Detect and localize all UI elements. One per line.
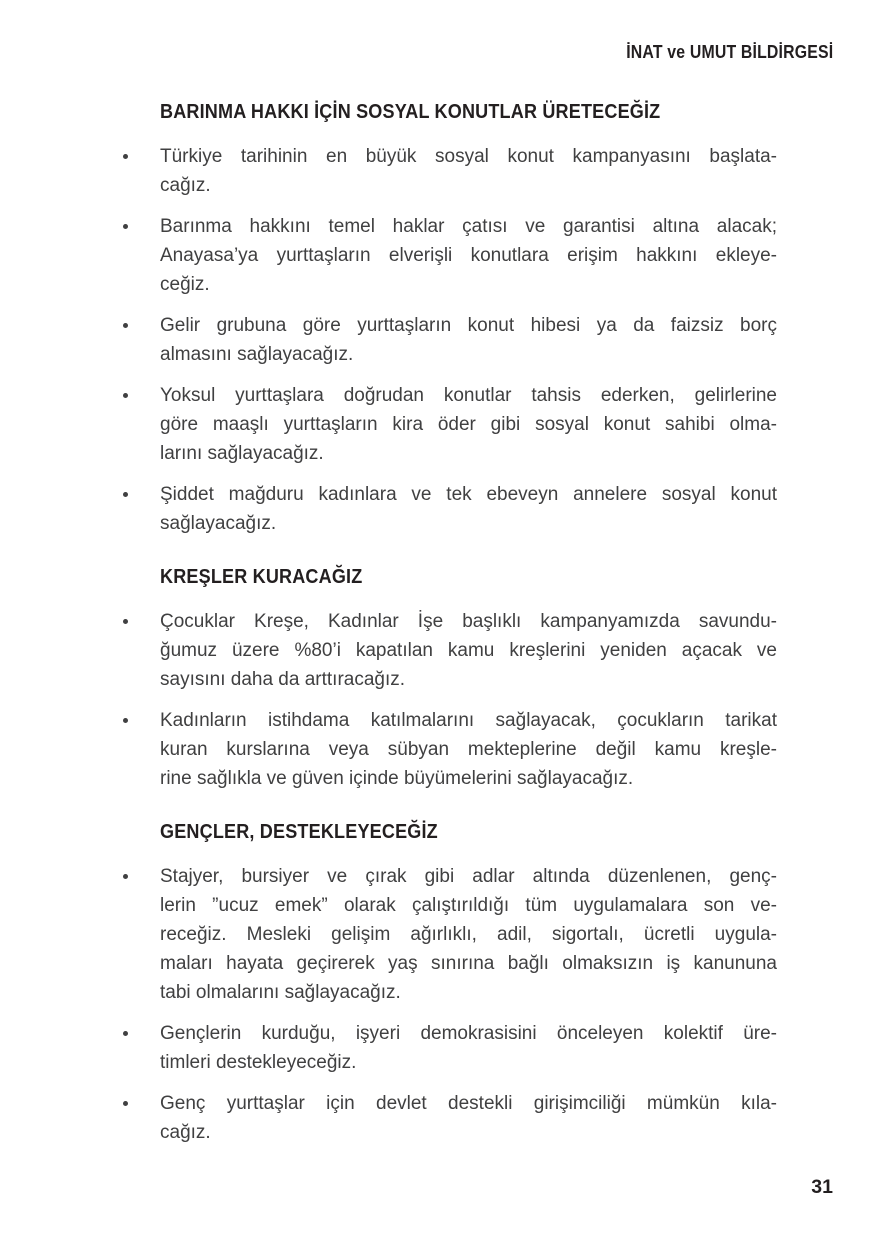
text-line: cağız.: [160, 1122, 211, 1143]
text-line: Çocuklar Kreşe, Kadınlar İşe başlıklı kampanyamızda savundu-: [160, 611, 777, 632]
bullet-dot-icon: [122, 311, 160, 369]
text-line: Kadınların istihdama katılmalarını sağlayacak, çocukların tarikat: [160, 710, 777, 731]
bullet-paragraph: [160, 862, 777, 1007]
bullet-item: [122, 311, 777, 369]
section-heading-text: BARINMA HAKKI İÇİN SOSYAL KONUTLAR ÜRETECEĞİZ: [160, 100, 661, 123]
bullet-paragraph: [160, 706, 777, 793]
bullet-item: [122, 212, 777, 299]
section-heading: [160, 97, 777, 127]
bullet-dot-icon: [122, 607, 160, 694]
bullet-paragraph: [160, 212, 777, 299]
section-heading: [160, 562, 777, 592]
text-line: lerin ”ucuz emek” olarak çalıştırıldığı tüm uygulamalara son ve-: [160, 895, 777, 916]
text-line: sayısını daha da arttıracağız.: [160, 669, 406, 690]
text-line: Genç yurttaşlar için devlet destekli girişimciliği mümkün kıla-: [160, 1093, 777, 1114]
text-line: Şiddet mağduru kadınlara ve tek ebeveyn annelere sosyal konut: [160, 484, 777, 505]
bullet-paragraph: [160, 480, 777, 538]
bullet-item: [122, 480, 777, 538]
text-line: cağız.: [160, 175, 211, 196]
text-line: Gelir grubuna göre yurttaşların konut hibesi ya da faizsiz borç: [160, 315, 777, 336]
text-line: Türkiye tarihinin en büyük sosyal konut kampanyasını başlata-: [160, 146, 777, 167]
text-line: Anayasa’ya yurttaşların elverişli konutlara erişim hakkını ekleye-: [160, 245, 777, 266]
text-line: almasını sağlayacağız.: [160, 344, 354, 365]
section-heading: [160, 817, 777, 847]
running-header: [598, 42, 833, 63]
bullet-dot-icon: [122, 862, 160, 1007]
text-line: sağlayacağız.: [160, 513, 277, 534]
bullet-dot-icon: [122, 381, 160, 468]
bullet-item: [122, 142, 777, 200]
bullet-item: [122, 607, 777, 694]
section-heading-text: KREŞLER KURACAĞIZ: [160, 565, 363, 588]
bullet-dot-icon: [122, 212, 160, 299]
text-line: Barınma hakkını temel haklar çatısı ve garantisi altına alacak;: [160, 216, 777, 237]
text-line: Stajyer, bursiyer ve çırak gibi adlar altında düzenlenen, genç-: [160, 866, 777, 887]
running-header-title: İNAT ve UMUT BİLDİRGESİ: [625, 42, 833, 62]
bullet-dot-icon: [122, 480, 160, 538]
bullet-paragraph: [160, 1019, 777, 1077]
text-line: Gençlerin kurduğu, işyeri demokrasisini önceleyen kolektif üre-: [160, 1023, 777, 1044]
bullet-dot-icon: [122, 142, 160, 200]
bullet-paragraph: [160, 607, 777, 694]
bullet-item: [122, 1089, 777, 1147]
text-line: ğumuz üzere %80’i kapatılan kamu kreşlerini yeniden açacak ve: [160, 640, 777, 661]
text-line: göre maaşlı yurttaşların kira öder gibi sosyal konut sahibi olma-: [160, 414, 777, 435]
bullet-item: [122, 381, 777, 468]
bullet-paragraph: [160, 142, 777, 200]
text-line: ceğiz.: [160, 274, 210, 295]
text-line: larını sağlayacağız.: [160, 443, 324, 464]
section-heading-text: GENÇLER, DESTEKLEYECEĞİZ: [160, 820, 438, 843]
text-line: receğiz. Mesleki gelişim ağırlıklı, adil, sigortalı, ücretli uygula-: [160, 924, 777, 945]
bullet-dot-icon: [122, 706, 160, 793]
bullet-dot-icon: [122, 1089, 160, 1147]
text-line: kuran kurslarına veya sübyan mekteplerine değil kamu kreşle-: [160, 739, 777, 760]
bullet-paragraph: [160, 1089, 777, 1147]
bullet-item: [122, 862, 777, 1007]
bullet-item: [122, 706, 777, 793]
bullet-paragraph: [160, 381, 777, 468]
text-line: tabi olmalarını sağlayacağız.: [160, 982, 401, 1003]
bullet-item: [122, 1019, 777, 1077]
page-content: [122, 97, 777, 1159]
text-line: maları hayata geçirerek yaş sınırına bağlı olmaksızın iş kanununa: [160, 953, 777, 974]
page-number: 31: [811, 1176, 833, 1198]
text-line: timleri destekleyeceğiz.: [160, 1052, 357, 1073]
bullet-dot-icon: [122, 1019, 160, 1077]
text-line: Yoksul yurttaşlara doğrudan konutlar tahsis ederken, gelirlerine: [160, 385, 777, 406]
text-line: rine sağlıkla ve güven içinde büyümelerini sağlayacağız.: [160, 768, 634, 789]
bullet-paragraph: [160, 311, 777, 369]
